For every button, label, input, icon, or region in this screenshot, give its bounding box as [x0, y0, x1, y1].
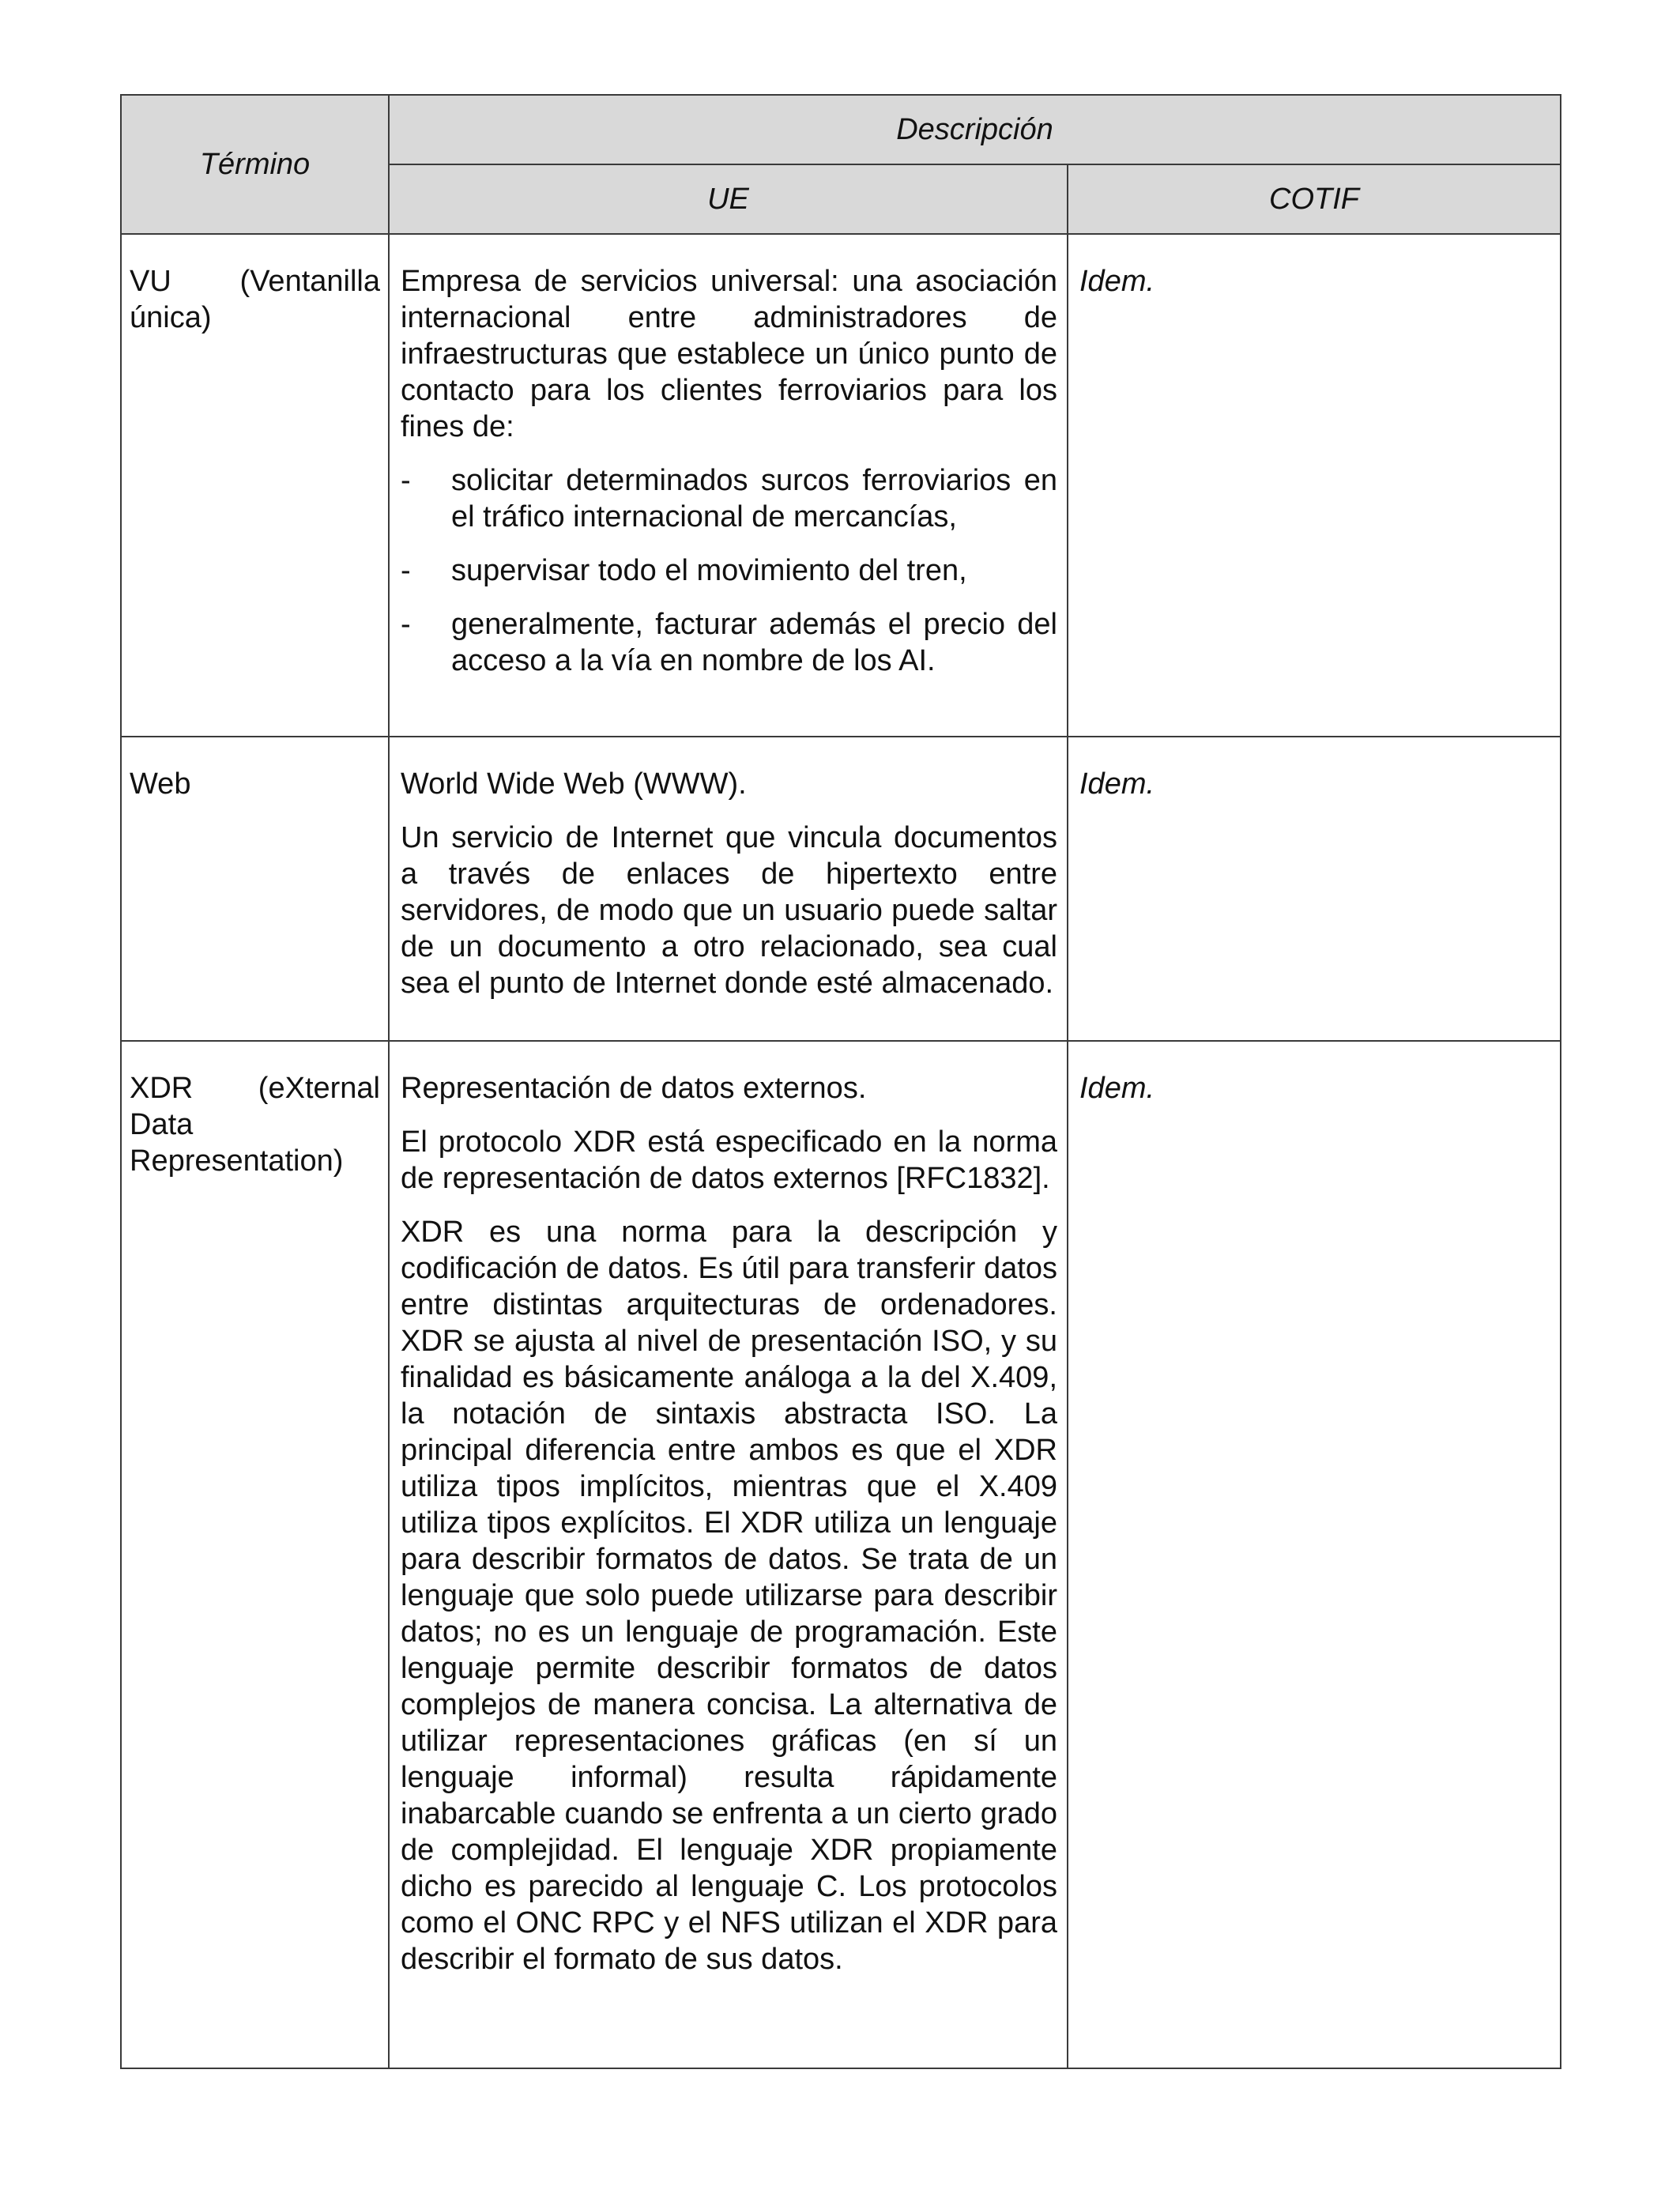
- bullet-text: solicitar determinados surcos ferroviarios en el tráfico internacional de mercancías,: [451, 464, 1057, 533]
- header-descripcion: Descripción: [389, 95, 1561, 164]
- term-cell: [121, 1041, 389, 2068]
- term-text: VU (Ventanilla única): [130, 265, 380, 334]
- cotif-cell: [1068, 234, 1561, 737]
- description-paragraph: El protocolo XDR está especificado en la norma de representación de datos externos [RFC1832].: [401, 1125, 1057, 1195]
- bullet-dash: -: [401, 608, 411, 641]
- bullet-dash: -: [401, 554, 411, 587]
- description-paragraph: Empresa de servicios universal: una asociación internacional entre administradores de infraestructuras que establece un único punto de contacto para los clientes ferroviarios para los fines de:: [401, 265, 1057, 443]
- header-termino: Término: [121, 95, 389, 234]
- table-row: [121, 737, 1561, 1041]
- cotif-text: Idem.: [1079, 265, 1155, 298]
- bullet-text: supervisar todo el movimiento del tren,: [451, 554, 967, 587]
- ue-description-cell: [389, 1041, 1068, 2068]
- cotif-cell: [1068, 737, 1561, 1041]
- bullet-text: generalmente, facturar además el precio del acceso a la vía en nombre de los AI.: [451, 608, 1057, 677]
- term-text: Web: [130, 767, 191, 801]
- glossary-table: [120, 94, 1561, 2069]
- bullet-item: [401, 552, 1057, 589]
- description-paragraph: World Wide Web (WWW).: [401, 767, 747, 801]
- description-paragraph: XDR es una norma para la descripción y codificación de datos. Es útil para transferir datos entre distintas arquitecturas de ordenadores. XDR se ajusta al nivel de presentación ISO, y su finalidad es básicamente análoga a la del X.409, la notación de sintaxis abstracta ISO. La principal diferencia entre ambos es que el XDR utiliza tipos implícitos, mientras que el X.409 utiliza tipos explícitos. El XDR utiliza un lenguaje para describir formatos de datos. Se trata de un lenguaje que solo puede utilizarse para describir datos; no es un lenguaje de programación. Este lenguaje permite describir formatos de datos complejos de manera concisa. La alternativa de utilizar representaciones gráficas (en sí un lenguaje informal) resulta rápidamente inabarcable cuando se enfrenta a un cierto grado de complejidad. El lenguaje XDR propiamente dicho es parecido al lenguaje C. Los protocolos como el ONC RPC y el NFS utilizan el XDR para describir el formato de sus datos.: [401, 1216, 1057, 1976]
- cotif-cell: [1068, 1041, 1561, 2068]
- term-text: XDR (eXternal Data Representation): [130, 1072, 380, 1178]
- table-row: [121, 234, 1561, 737]
- header-row-1: [121, 95, 1561, 164]
- header-cotif: COTIF: [1068, 164, 1561, 234]
- header-ue: UE: [389, 164, 1068, 234]
- description-paragraph: Un servicio de Internet que vincula documentos a través de enlaces de hipertexto entre servidores, de modo que un usuario puede saltar de un documento a otro relacionado, sea cual sea el punto de Internet donde esté almacenado.: [401, 821, 1057, 1000]
- cotif-text: Idem.: [1079, 1072, 1155, 1105]
- ue-description-cell: [389, 737, 1068, 1041]
- ue-description-cell: [389, 234, 1068, 737]
- table-row: [121, 1041, 1561, 2068]
- bullet-item: [401, 462, 1057, 535]
- term-cell: [121, 737, 389, 1041]
- term-cell: [121, 234, 389, 737]
- cotif-text: Idem.: [1079, 767, 1155, 801]
- bullet-item: [401, 606, 1057, 679]
- description-paragraph: Representación de datos externos.: [401, 1072, 867, 1105]
- bullet-dash: -: [401, 464, 411, 497]
